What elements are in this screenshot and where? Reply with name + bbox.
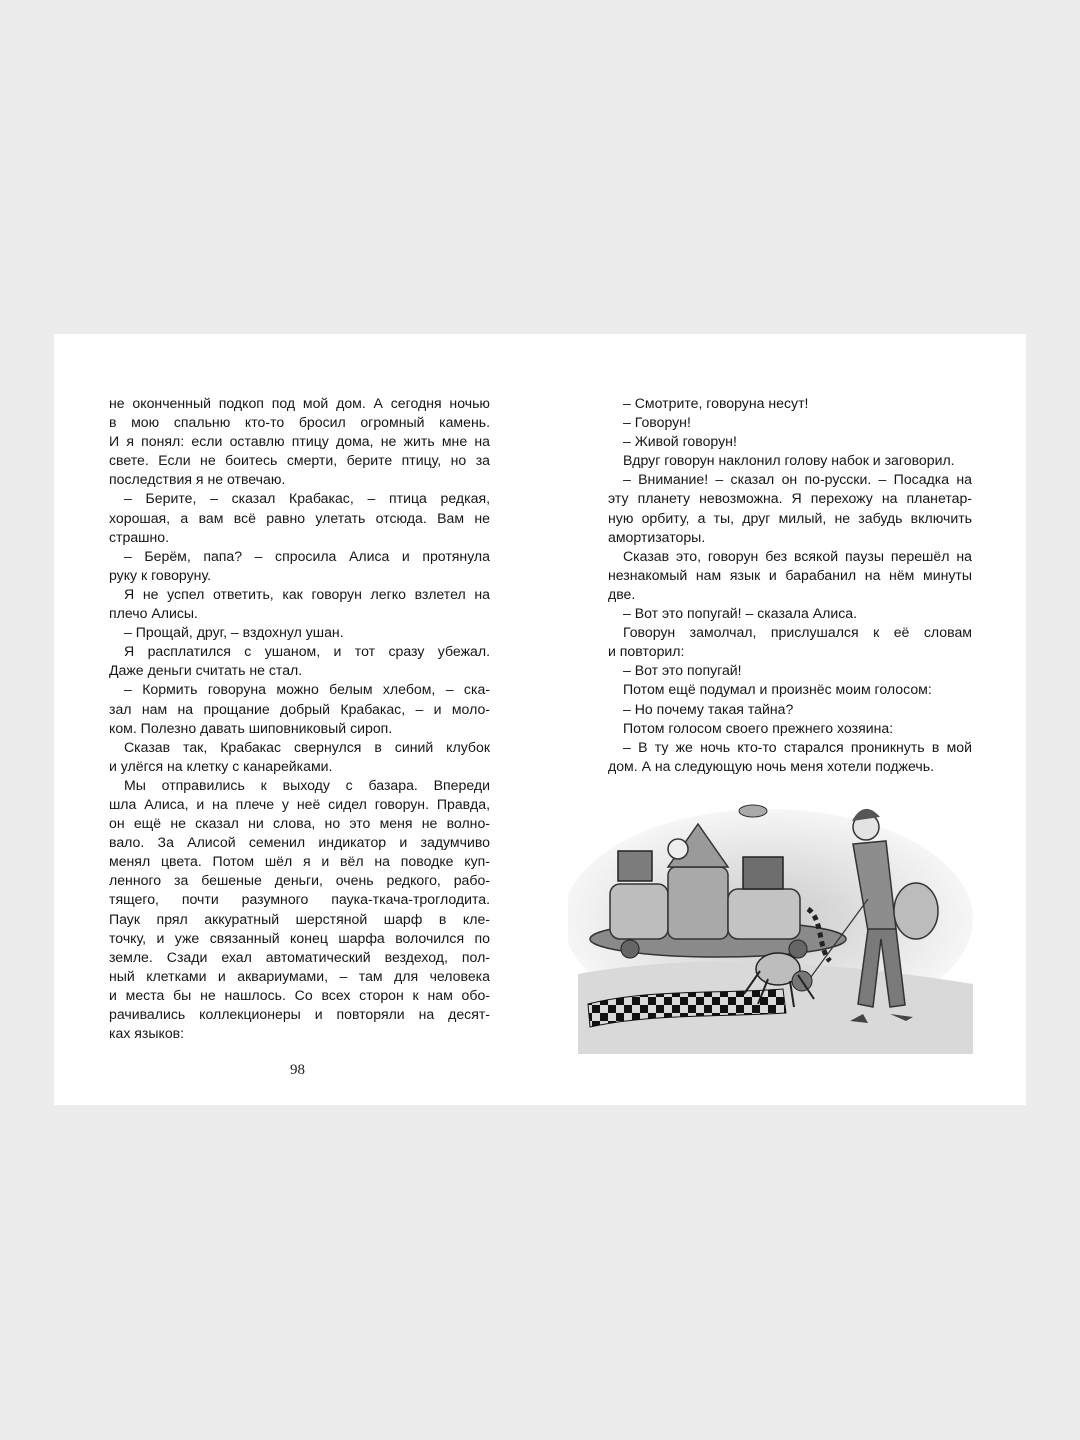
text-line: – Берём, папа? – спросила Алиса и протянула bbox=[124, 547, 490, 564]
right-page-text bbox=[608, 394, 972, 776]
text-line: вало. За Алисой семенил индикатор и задумчиво bbox=[109, 834, 490, 851]
text-line: зал нам на прощание добрый Крабакас, – и моло- bbox=[109, 700, 490, 717]
text-line: Я расплатился с ушаном, и тот сразу убежал. bbox=[124, 643, 490, 660]
text-line: Я не успел ответить, как говорун легко взлетел на bbox=[124, 585, 490, 602]
flying-creature bbox=[739, 805, 767, 817]
text-line: рачивались коллекционеры и повторяли на десят- bbox=[109, 1006, 490, 1022]
text-line: страшно. bbox=[109, 528, 170, 545]
text-line: – Вот это попугай! bbox=[623, 662, 742, 679]
text-line: дом. А на следующую ночь меня хотели поджечь. bbox=[608, 757, 935, 774]
page-number: 98 bbox=[290, 1062, 305, 1078]
text-line: руку к говоруну. bbox=[109, 566, 211, 583]
text-line: ленного за бешеные деньги, очень редкого, рабо- bbox=[109, 872, 490, 889]
text-line: – Говорун! bbox=[623, 414, 691, 431]
text-line: – Прощай, друг, – вздохнул ушан. bbox=[124, 624, 344, 641]
text-line: ный клетками и аквариумами, – там для человека bbox=[109, 967, 490, 984]
text-line: Вдруг говорун наклонил голову набок и заговорил. bbox=[623, 452, 955, 469]
text-line: точку, и уже связанный конец шарфа волочился по bbox=[109, 929, 490, 946]
text-line: Даже деньги считать не стал. bbox=[109, 662, 303, 679]
text-line: свете. Если не боитесь смерти, берите птицу, но за bbox=[109, 452, 490, 469]
text-line: эту планету невозможна. Я перехожу на планетар- bbox=[608, 490, 972, 507]
text-line: – В ту же ночь кто-то старался проникнуть в мой bbox=[623, 738, 972, 755]
text-line: Потом ещё подумал и произнёс моим голосом: bbox=[623, 681, 932, 698]
text-line: ком. Полезно давать шиповниковый сироп. bbox=[109, 719, 393, 736]
text-line: шла Алиса, и на плече у неё сидел говорун. Правда, bbox=[109, 795, 490, 812]
text-line: менял цвета. Потом шёл я и вёл на поводке куп- bbox=[109, 853, 490, 870]
text-line: – Но почему такая тайна? bbox=[623, 700, 794, 717]
left-page-text bbox=[109, 394, 490, 1043]
text-line: две. bbox=[608, 585, 636, 602]
text-line: плечо Алисы. bbox=[109, 605, 198, 622]
text-line: – Внимание! – сказал он по-русски. – Посадка на bbox=[623, 471, 972, 488]
text-line: Сказав это, говорун без всякой паузы перешёл на bbox=[623, 547, 972, 564]
text-line: тящего, почти разумного паука-ткача-троглодита. bbox=[109, 891, 490, 908]
text-line: ную орбиту, а ты, друг милый, не забудь включить bbox=[608, 509, 972, 526]
text-line: амортизаторы. bbox=[608, 528, 706, 545]
text-line: – Живой говорун! bbox=[623, 433, 737, 450]
book-spread bbox=[54, 334, 1026, 1105]
text-line: хорошая, а вам всё равно улетать отсюда. Вам не bbox=[109, 509, 490, 526]
text-line: незнакомый нам язык и барабанил на нём минуты bbox=[608, 566, 972, 583]
text-line: и улёгся на клетку с канарейками. bbox=[109, 757, 333, 774]
text-line: последствия я не отвечаю. bbox=[109, 471, 286, 488]
text-line: Потом голосом своего прежнего хозяина: bbox=[623, 719, 894, 736]
text-line: – Смотрите, говоруна несут! bbox=[623, 395, 809, 411]
text-line: и места бы не нашлось. Со всех сторон к нам обо- bbox=[109, 986, 490, 1003]
text-line: И я понял: если оставлю птицу дома, не жить мне на bbox=[109, 433, 490, 450]
text-line: – Берите, – сказал Крабакас, – птица редкая, bbox=[124, 490, 490, 507]
text-line: Говорун замолчал, прислушался к её словам bbox=[623, 624, 972, 641]
text-line: и повторил: bbox=[608, 643, 685, 660]
text-line: не оконченный подкоп под мой дом. А сегодня ночью bbox=[109, 395, 490, 411]
illustration bbox=[568, 789, 978, 1054]
text-line: – Кормить говоруна можно белым хлебом, – ска- bbox=[124, 681, 490, 698]
text-line: Паук прял аккуратный шерстяной шарф в кле- bbox=[109, 910, 490, 927]
text-line: он ещё не сказал ни слова, но это меня не волно- bbox=[109, 815, 490, 832]
text-line: Мы отправились к выходу с базара. Впереди bbox=[124, 776, 490, 793]
text-line: земле. Сзади ехал автоматический вездеход, пол- bbox=[109, 948, 490, 965]
text-line: – Вот это попугай! – сказала Алиса. bbox=[623, 605, 858, 622]
text-line: в мою спальню кто-то бросил огромный камень. bbox=[109, 414, 490, 431]
text-line: ках языков: bbox=[109, 1025, 185, 1042]
text-line: Сказав так, Крабакас свернулся в синий клубок bbox=[124, 738, 490, 755]
